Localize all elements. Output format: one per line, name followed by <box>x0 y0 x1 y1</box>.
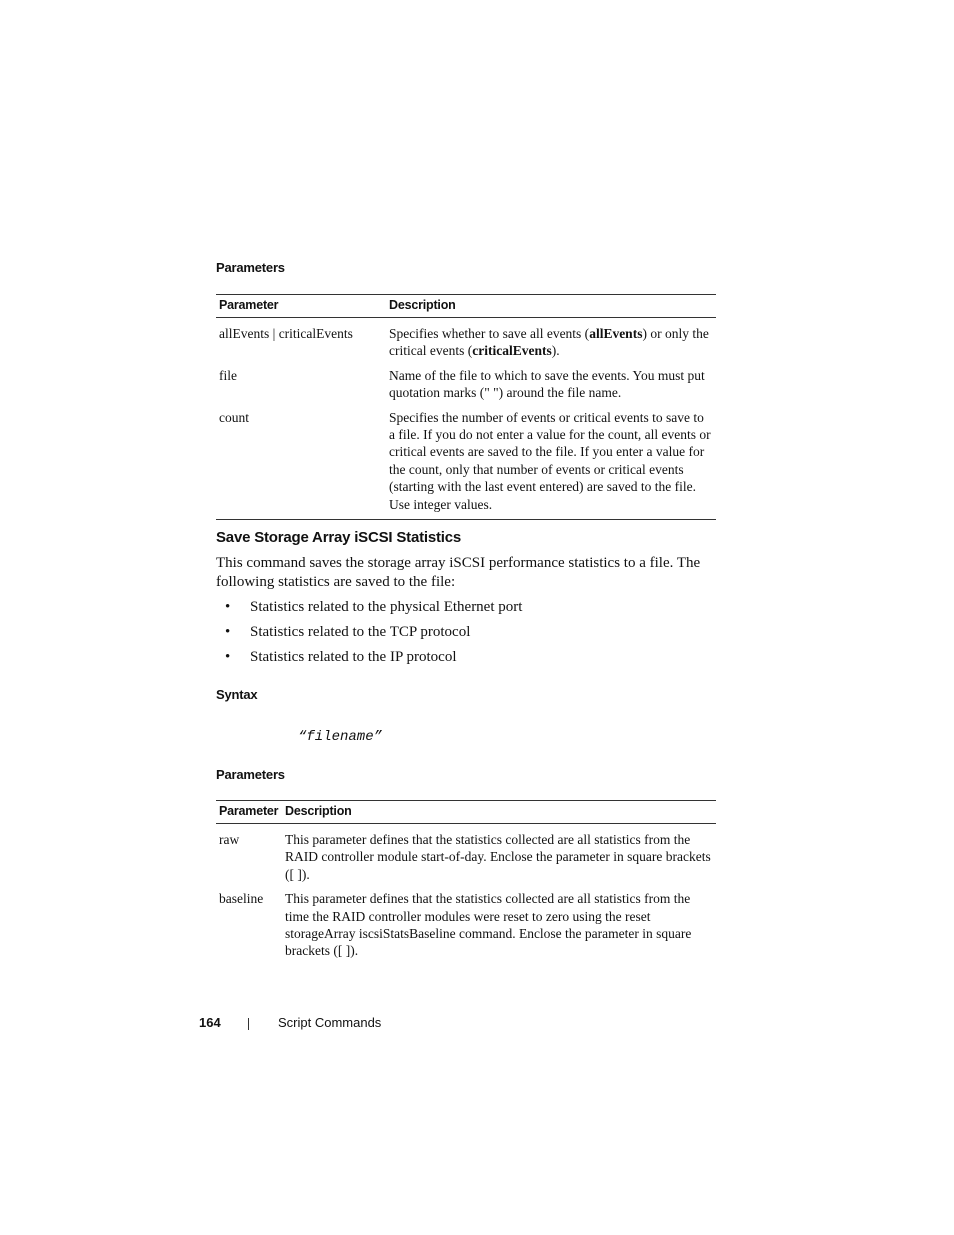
bold-term: allEvents <box>589 326 643 341</box>
page-number: 164 <box>199 1015 221 1030</box>
param-description: This parameter defines that the statistics collected are all statistics from the time the RAID controller modules were reset to zero using the reset storageArray iscsiStatsBaseline command. Enclose the parameter in square brackets ([ ]). <box>285 891 692 959</box>
parameters-heading-2: Parameters <box>216 767 285 782</box>
bullet-icon: • <box>225 599 231 615</box>
param-description: Specifies the number of events or critical events to save to a file. If you do not enter a value for the count, all events or critical events are saved to the file. If you enter a value for the count, only that number of events or critical events (starting with the last event entered) are saved to the file. Use integer values. <box>389 409 711 512</box>
table-row <box>216 318 716 360</box>
parameters-table-1 <box>216 294 716 520</box>
list-item: • Statistics related to the physical Ethernet port <box>225 599 523 615</box>
list-item: • Statistics related to the IP protocol <box>225 649 457 665</box>
list-item: • Statistics related to the TCP protocol <box>225 624 471 640</box>
table-header-row <box>216 295 716 318</box>
section-title: Save Storage Array iSCSI Statistics <box>216 529 462 546</box>
bullet-icon: • <box>225 649 231 665</box>
param-name: count <box>219 409 249 425</box>
table-row <box>216 402 716 520</box>
syntax-code: “filename” <box>298 729 383 745</box>
syntax-heading: Syntax <box>216 687 258 702</box>
column-header-parameter: Parameter <box>216 801 282 824</box>
footer-title: Script Commands <box>278 1015 382 1030</box>
bold-term: criticalEvents <box>472 343 552 359</box>
param-name: allEvents | criticalEvents <box>219 326 353 341</box>
statistics-list <box>216 598 522 673</box>
column-header-description: Description <box>386 295 716 318</box>
param-description: Name of the file to which to save the events. You must put quotation marks (" ") around the file name. <box>389 367 705 401</box>
table-row <box>216 824 716 884</box>
bullet-icon: • <box>225 624 231 640</box>
table-row <box>216 360 716 402</box>
param-name: raw <box>219 832 240 847</box>
table-row <box>216 883 716 960</box>
section-intro: This command saves the storage array iSCSI performance statistics to a file. The following statistics are saved to the file: <box>216 555 701 590</box>
column-header-description: Description <box>282 801 716 824</box>
table-header-row <box>216 801 716 824</box>
parameters-heading-1: Parameters <box>216 260 285 275</box>
param-name: baseline <box>219 891 264 907</box>
param-description: Specifies whether to save all events (allEvents) or only the critical events (criticalEvents). <box>389 326 709 359</box>
parameters-table-2 <box>216 800 716 960</box>
column-header-parameter: Parameter <box>216 295 386 318</box>
param-name: file <box>219 367 237 383</box>
footer-divider <box>248 1018 249 1030</box>
param-description: This parameter defines that the statistics collected are all statistics from the RAID controller module start-of-day. Enclose the parameter in square brackets ([ ]). <box>285 832 711 882</box>
